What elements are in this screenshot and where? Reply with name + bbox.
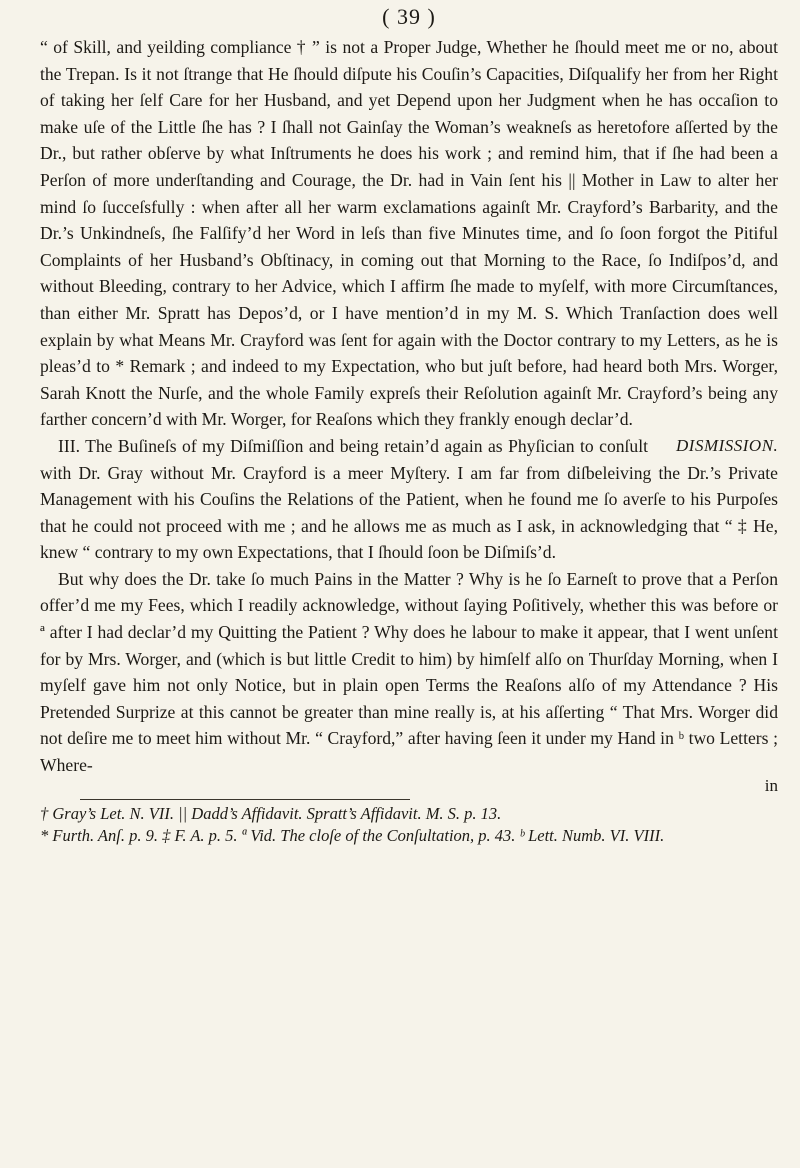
paragraph-2-text: III. The Buſineſs of my Diſmiſſion and being retain’d again as Phyſician to conſult with Dr. Gray without Mr. Crayford is a meer Myſtery. I am far from diſbeleiving the Dr.’s Private Management with his Couſins the Relations of the Patient, when he found me ſo averſe to his Purpoſes that he could not proceed with me ; and he allows me as much as I ask, in acknowledging that “ ‡ He, knew “ contrary to my own Expectations, that I ſhould ſoon be Diſmiſs’d. <box>40 435 778 563</box>
paragraph-1: “ of Skill, and yeilding compliance † ” is not a Proper Judge, Whether he ſhould meet me or no, about the Trepan. Is it not ſtrange that He ſhould diſpute his Couſin’s Capacities, Diſqualify her from her Right of taking her ſelf Care for her Husband, and yet Depend upon her Judgment when he has occaſion to make uſe of the Little ſhe has ? I ſhall not Gainſay the Woman’s weakneſs as heretofore aſſerted by the Dr., but rather obſerve by what Inſtruments he does his work ; and remind him, that if ſhe had been a Perſon of more underſtanding and Courage, the Dr. had in Vain ſent his || Mother in Law to alter her mind ſo ſucceſsfully : when after all her warm exclamations againſt Mr. Crayford’s Barbarity, and the Dr.’s Unkindneſs, ſhe Falſify’d her Word in leſs than five Minutes time, and ſo ſoon forgot the Pitiful Complaints of her Husband’s Obſtinacy, in coming out that Morning to the Race, ſo Indiſpos’d, and without Bleeding, contrary to her Advice, which I affirm ſhe made to myſelf, with more Circumſtances, than either Mr. Spratt has Depos’d, or I have mention’d in my M. S. Which Tranſaction does well explain by what Means Mr. Crayford was ſent for again with the Doctor contrary to my Letters, as he is pleas’d to * Remark ; and indeed to my Expectation, who but juſt before, had heard both Mrs. Worger, Sarah Knott the Nurſe, and the whole Family expreſs their Reſolution againſt Mr. Crayford’s being any farther concern’d with Mr. Worger, for Reaſons which they frankly enough declar’d. <box>40 37 778 430</box>
paragraph-3: But why does the Dr. take ſo much Pains in the Matter ? Why is he ſo Earneſt to prove that a Perſon offer’d me my Fees, which I readily acknowledge, without ſaying Poſitively, whether this was before or ª after I had declar’d my Quitting the Patient ? Why does he labour to make it appear, that I went unſent for by Mrs. Worger, and (which is but little Credit to him) by himſelf alſo on Thurſday Morning, when I myſelf gave him not only Notice, but in plain open Terms the Reaſons alſo of my Attendance ? His Pretended Surprize at this cannot be greater than mine really is, at his aſſerting “ That Mrs. Worger did not deſire me to meet him without Mr. “ Crayford,” after having ſeen it under my Hand in ᵇ two Letters ; Where- <box>40 568 778 776</box>
side-heading-dismission: DISMISSION. <box>676 435 779 455</box>
footnote-line-2: * Furth. Anſ. p. 9. ‡ F. A. p. 5. ª Vid. The cloſe of the Conſultation, p. 43. ᵇ Lett. Numb. VI. VIII. <box>40 825 665 845</box>
footnotes <box>40 803 778 847</box>
main-text <box>40 34 778 795</box>
page-number: ( 39 ) <box>382 4 436 29</box>
footnote-rule <box>80 799 410 800</box>
catchword: in <box>764 775 778 795</box>
footnote-line-1: † Gray’s Let. N. VII. || Dadd’s Affidavit. Spratt’s Affidavit. M. S. p. 13. <box>40 803 502 823</box>
paragraph-2 <box>40 433 778 566</box>
